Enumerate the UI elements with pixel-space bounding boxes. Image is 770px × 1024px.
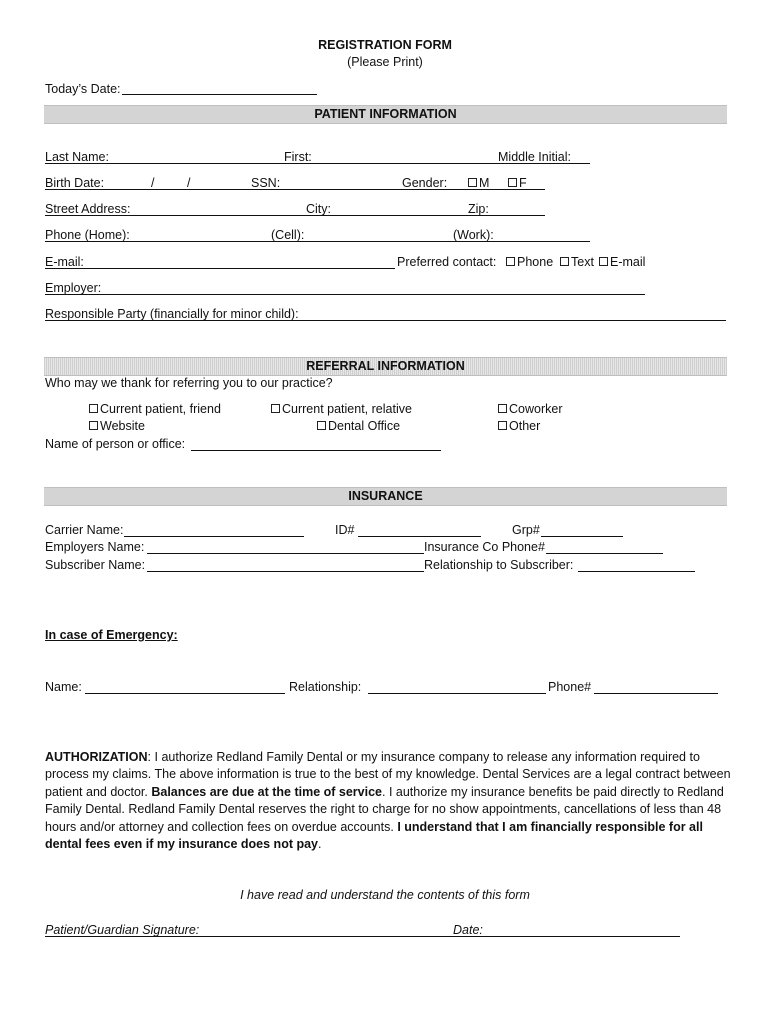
emergency-heading: In case of Emergency:	[45, 628, 178, 642]
phone-home-label: Phone (Home):	[45, 228, 130, 242]
emergency-name-line[interactable]	[85, 693, 285, 694]
carrier-name-line[interactable]	[124, 536, 304, 537]
employers-name-label: Employers Name:	[45, 540, 145, 554]
employer-line[interactable]	[45, 294, 645, 295]
authorization-label: AUTHORIZATION	[45, 750, 148, 764]
street-address-label: Street Address:	[45, 202, 131, 216]
email-label: E-mail:	[45, 255, 84, 269]
acknowledgement-text: I have read and understand the contents of this form	[240, 888, 530, 902]
id-line[interactable]	[358, 536, 481, 537]
referral-option-website[interactable]	[89, 419, 145, 434]
ssn-label: SSN:	[251, 176, 281, 190]
emergency-name-label: Name:	[45, 680, 82, 694]
preferred-contact-label: Preferred contact:	[397, 255, 497, 269]
coworker-checkbox[interactable]	[498, 404, 507, 413]
gender-f-option[interactable]	[508, 176, 527, 191]
emergency-phone-label: Phone#	[548, 680, 592, 694]
referral-option-other[interactable]	[498, 419, 540, 434]
other-checkbox[interactable]	[498, 421, 507, 430]
insurance-heading	[44, 487, 727, 506]
referral-option-dental-office[interactable]	[317, 419, 400, 434]
gender-m-checkbox[interactable]	[468, 178, 477, 187]
zip-label: Zip:	[468, 202, 489, 216]
form-title: REGISTRATION FORM	[318, 38, 452, 52]
middle-initial-label: Middle Initial:	[498, 150, 571, 164]
last-name-label: Last Name:	[45, 150, 109, 164]
work-label: (Work):	[453, 228, 494, 242]
authorization-text-2: . I authorize my insurance benefits be paid directly to Redland Family Dental. Redland Family Dental reserves the right to charge for no show appointments, cancellations of less than 48 hours and/or attorney and collection fees on overdue accounts.	[45, 784, 724, 834]
referral-question: Who may we thank for referring you to our practice?	[45, 376, 333, 390]
employers-name-line[interactable]	[147, 553, 424, 554]
gender-m-text: M	[479, 176, 490, 190]
patient-heading-text: PATIENT INFORMATION	[314, 107, 457, 121]
authorization-balances-due: Balances are due at the time of service	[151, 784, 383, 799]
dental-office-text: Dental Office	[328, 419, 401, 433]
employer-label: Employer:	[45, 281, 102, 295]
form-subtitle: (Please Print)	[347, 55, 423, 69]
cell-label: (Cell):	[271, 228, 305, 242]
email-line[interactable]	[45, 268, 395, 269]
insurance-heading-text: INSURANCE	[348, 489, 423, 503]
subscriber-relationship-label: Relationship to Subscriber:	[424, 558, 574, 572]
pref-text-option[interactable]	[560, 255, 594, 270]
authorization-paragraph	[45, 749, 735, 853]
id-label: ID#	[335, 523, 355, 537]
subscriber-name-line[interactable]	[147, 571, 424, 572]
date-slash-1: /	[151, 176, 155, 190]
gender-m-option[interactable]	[468, 176, 489, 191]
pref-text-text: Text	[571, 255, 594, 269]
gender-label: Gender:	[402, 176, 448, 190]
referral-option-friend[interactable]	[89, 402, 221, 417]
pref-phone-checkbox[interactable]	[506, 257, 515, 266]
other-text: Other	[509, 419, 541, 433]
phone-row-line[interactable]	[45, 241, 590, 242]
carrier-name-label: Carrier Name:	[45, 523, 124, 537]
patient-information-heading	[44, 105, 727, 124]
referral-heading-text: REFERRAL INFORMATION	[306, 359, 465, 373]
relative-text: Current patient, relative	[282, 402, 412, 416]
emergency-relationship-label: Relationship:	[289, 680, 362, 694]
pref-phone-option[interactable]	[506, 255, 553, 270]
subscriber-relationship-line[interactable]	[578, 571, 695, 572]
authorization-text-1: : I authorize Redland Family Dental or my insurance company to release any information required to process my claims. The above information is true to the best of my knowledge. Dental Services are a legal contract between patient and doctor.	[45, 750, 731, 799]
grp-line[interactable]	[541, 536, 623, 537]
website-text: Website	[100, 419, 145, 433]
emergency-relationship-line[interactable]	[368, 693, 546, 694]
website-checkbox[interactable]	[89, 421, 98, 430]
todays-date-label: Today’s Date:	[45, 82, 121, 96]
referral-information-heading	[44, 357, 727, 376]
signature-label: Patient/Guardian Signature:	[45, 923, 200, 937]
date-slash-2: /	[187, 176, 191, 190]
pref-text-checkbox[interactable]	[560, 257, 569, 266]
friend-checkbox[interactable]	[89, 404, 98, 413]
pref-email-option[interactable]	[599, 255, 645, 270]
signature-line[interactable]	[45, 936, 680, 937]
gender-f-text: F	[519, 176, 527, 190]
gender-f-checkbox[interactable]	[508, 178, 517, 187]
authorization-financial-responsibility: I understand that I am financially responsible for all dental fees even if my insurance does not pay	[45, 819, 703, 852]
referral-option-coworker[interactable]	[498, 402, 563, 417]
insurance-phone-label: Insurance Co Phone#	[424, 540, 545, 554]
emergency-phone-line[interactable]	[594, 693, 718, 694]
signature-date-label: Date:	[453, 923, 483, 937]
responsible-party-line[interactable]	[45, 320, 726, 321]
birth-date-label: Birth Date:	[45, 176, 105, 190]
pref-email-checkbox[interactable]	[599, 257, 608, 266]
pref-email-text: E-mail	[610, 255, 646, 269]
dental-office-checkbox[interactable]	[317, 421, 326, 430]
referral-name-label: Name of person or office:	[45, 437, 186, 451]
todays-date-field[interactable]	[122, 94, 317, 95]
grp-label: Grp#	[512, 523, 540, 537]
friend-text: Current patient, friend	[100, 402, 221, 416]
insurance-phone-line[interactable]	[546, 553, 663, 554]
first-name-label: First:	[284, 150, 312, 164]
relative-checkbox[interactable]	[271, 404, 280, 413]
subscriber-name-label: Subscriber Name:	[45, 558, 146, 572]
pref-phone-text: Phone	[517, 255, 554, 269]
authorization-end: .	[318, 837, 322, 852]
coworker-text: Coworker	[509, 402, 563, 416]
referral-name-line[interactable]	[191, 450, 441, 451]
city-label: City:	[306, 202, 331, 216]
responsible-party-label: Responsible Party (financially for minor child):	[45, 307, 299, 321]
referral-option-relative[interactable]	[271, 402, 412, 417]
